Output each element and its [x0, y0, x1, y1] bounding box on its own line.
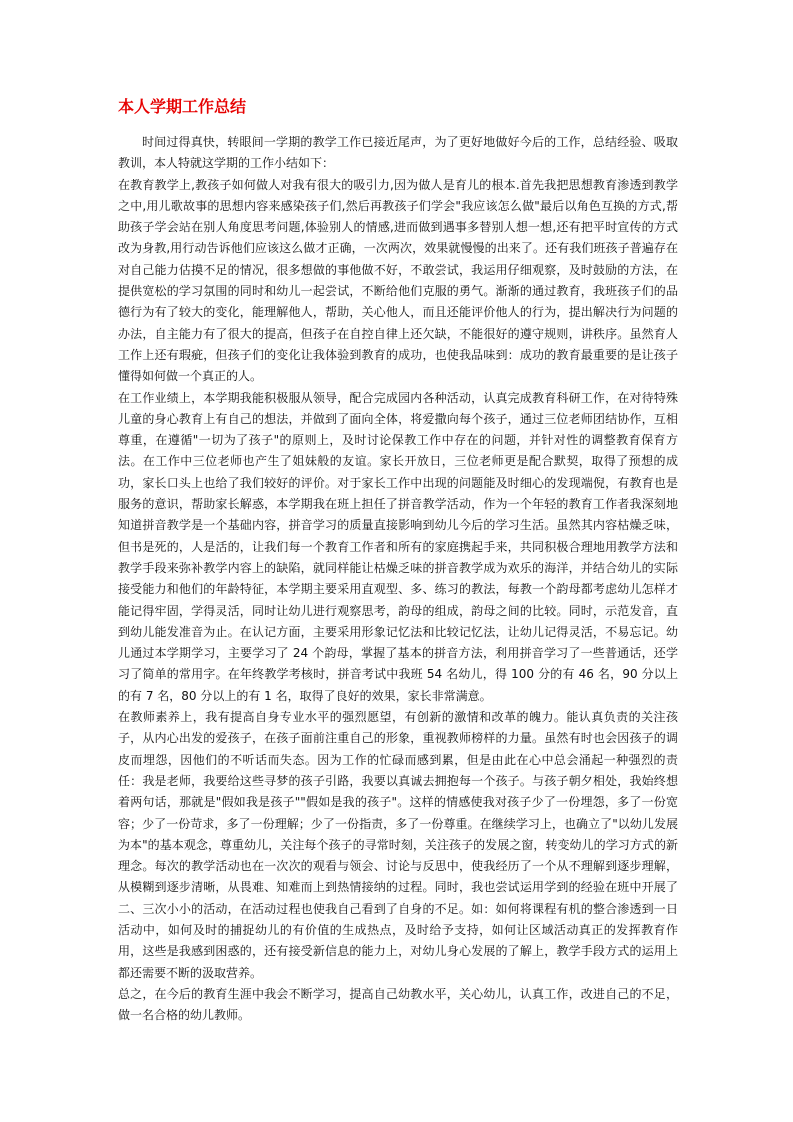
intro-paragraph: 时间过得真快，转眼间一学期的教学工作已接近尾声，为了更好地做好今后的工作，总结经验、吸取教训，本人特就这学期的工作小结如下：	[118, 135, 678, 171]
document-page	[118, 96, 678, 1026]
conclusion-paragraph: 总之，在今后的教育生涯中我会不断学习，提高自己幼教水平，关心幼儿，认真工作，改进自己的不足，做一名合格的幼儿教师。	[118, 986, 678, 1023]
teacher-quality-paragraph: 在教师素养上，我有提高自身专业水平的强烈愿望，有创新的激情和改革的魄力。能认真负责的关注孩子，从内心出发的爱孩子，在孩子面前注重自己的形象，重视教师榜样的力量。虽然有时也会因孩子的调皮而埋怨，因他们的不听话而失态。因为工作的忙碌而感到累，但是由此在心中总会涌起一种强烈的责任：我是老师，我要给这些寻梦的孩子引路，我要以真诚去拥抱每一个孩子。与孩子朝夕相处，我始终想着两句话，那就是"假如我是孩子""假如是我的孩子"。这样的情感使我对孩子少了一份埋怨，多了一份宽容；少了一份苛求，多了一份理解；少了一份指责，多了一份尊重。在继续学习上，也确立了"以幼儿发展为本"的基本观念，尊重幼儿，关注每个孩子的寻常时刻，关注孩子的发展之窗，转变幼儿的学习方式的新理念。每次的教学活动也在一次次的观看与领会、讨论与反思中，使我经历了一个从不理解到逐步理解，从模糊到逐步清晰，从畏难、知难而上到热情接纳的过程。同时，我也尝试运用学到的经验在班中开展了二、三次小小的活动，在活动过程也使我自己看到了自身的不足。如：如何将课程有机的整合渗透到一日活动中，如何及时的捕捉幼儿的有价值的生成热点，及时给予支持，如何让区域活动真正的发挥教育作用，这些是我感到困惑的，还有接受新信息的能力上，对幼儿身心发展的了解上，教学手段方式的运用上都还需要不断的汲取营养。	[118, 710, 678, 980]
teaching-paragraph: 在教育教学上,教孩子如何做人对我有很大的吸引力,因为做人是育儿的根本.首先我把思想教育渗透到教学之中,用儿歌故事的思想内容来感染孩子们,然后再教孩子们学会"我应该怎么做"最后以角色互换的方式,帮助孩子学会站在别人角度思考问题,体验别人的情感,进而做到遇事多替别人想一想,还有把平时宣传的方式改为身教,用行动告诉他们应该这么做才正确，一次两次，效果就慢慢的出来了。还有我们班孩子普遍存在对自己能力估摸不足的情况，很多想做的事他做不好，不敢尝试，我运用仔细观察，及时鼓励的方法，在提供宽松的学习氛围的同时和幼儿一起尝试，不断给他们克服的勇气。渐渐的通过教育，我班孩子们的品德行为有了较大的变化，能理解他人，帮助，关心他人，而且还能评价他人的行为，提出解决行为问题的办法，自主能力有了很大的提高，但孩子在自控自律上还欠缺，不能很好的遵守规则，讲秩序。虽然育人工作上还有瑕疵，但孩子们的变化让我体验到教育的成功，也使我品味到：成功的教育最重要的是让孩子懂得如何做一个真正的人。	[118, 177, 678, 384]
work-achievement-paragraph: 在工作业绩上，本学期我能积极服从领导，配合完成园内各种活动，认真完成教育科研工作，在对待特殊儿童的身心教育上有自己的想法，并做到了面向全体，将爱撒向每个孩子，通过三位老师团结协作，互相尊重，在遵循"一切为了孩子"的原则上，及时讨论保教工作中存在的问题，并针对性的调整教育保育方法。在工作中三位老师也产生了姐妹般的友谊。家长开放日，三位老师更是配合默契，取得了预想的成功，家长口头上也给了我们较好的评价。对于家长工作中出现的问题能及时细心的发现端倪，有教育也是服务的意识，帮助家长解惑，本学期我在班上担任了拼音教学活动，作为一个年轻的教育工作者我深刻地知道拼音教学是一个基础内容，拼音学习的质量直接影响到幼儿今后的学习生活。虽然其内容枯燥乏味，但书是死的，人是活的，让我们每一个教育工作者和所有的家庭携起手来，共同积极合理地用教学方法和教学手段来弥补教学内容上的缺陷，就同样能让枯燥乏味的拼音教学成为欢乐的海洋，并结合幼儿的实际接受能力和他们的年龄特征，本学期主要采用直观型、多、练习的教法，每教一个韵母都考虑幼儿怎样才能记得牢固，学得灵活，同时让幼儿进行观察思考，韵母的组成，韵母之间的比较。同时，示范发音，直到幼儿能发准音为止。在认记方面，主要采用形象记忆法和比较记忆法，让幼儿记得灵活，不易忘记。幼儿通过本学期学习，主要学习了 24 个韵母，掌握了基本的拼音方法，利用拼音学习了一些普通话，还学习了简单的常用字。在年终教学考核时，拼音考试中我班 54 名幼儿，得 100 分的有 46 名，90 分以上的有 7 名，80 分以上的有 1 名，取得了良好的效果，家长非常满意。	[118, 390, 678, 703]
document-title: 本人学期工作总结	[118, 97, 247, 116]
